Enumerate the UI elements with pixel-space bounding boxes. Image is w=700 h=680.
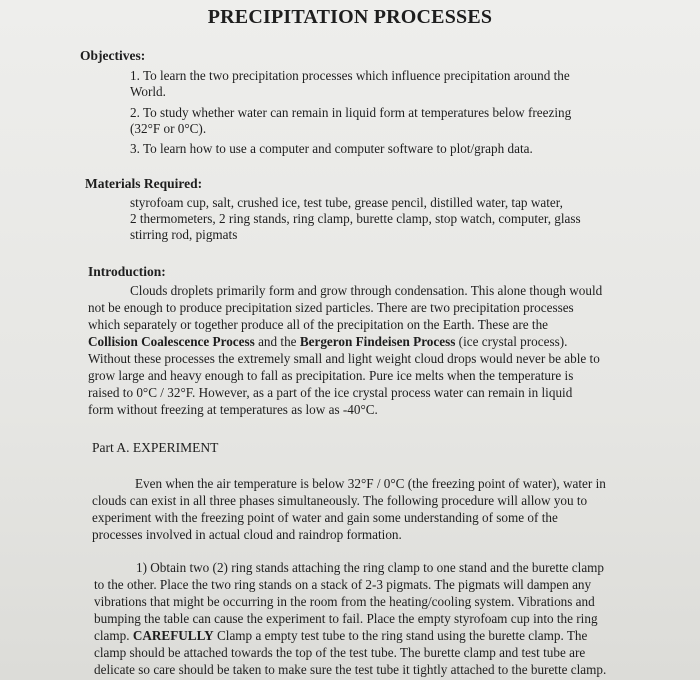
step-1-line bbox=[94, 628, 587, 644]
objective-line: World. bbox=[130, 84, 166, 99]
objective-line: (32°F or 0°C). bbox=[130, 121, 207, 136]
step-1-line: bumping the table can cause the experiment to fail. Place the empty styrofoam cup into the ring bbox=[94, 611, 598, 626]
intro-line: grow large and heavy enough to fall as precipitation. Pure ice melts when the temperature is bbox=[88, 368, 574, 383]
intro-line: not be enough to produce precipitation sized particles. There are two precipitation processes bbox=[88, 300, 574, 315]
part-a-line: Even when the air temperature is below 32°F / 0°C (the freezing point of water), water in bbox=[135, 476, 606, 491]
objective-line: 3. To learn how to use a computer and computer software to plot/graph data. bbox=[130, 141, 533, 156]
materials-line: 2 thermometers, 2 ring stands, ring clamp, burette clamp, stop watch, computer, glass bbox=[130, 211, 581, 226]
bergeron-findeisen-term: Bergeron Findeisen Process bbox=[299, 334, 456, 349]
step-1-line: to the other. Place the two ring stands on a stack of 2-3 pigmats. The pigmats will dampen any bbox=[94, 577, 592, 592]
materials-line: styrofoam cup, salt, crushed ice, test tube, grease pencil, distilled water, tap water, bbox=[130, 195, 563, 210]
objective-line: 2. To study whether water can remain in liquid form at temperatures below freezing bbox=[130, 105, 572, 120]
step-1-line: delicate so care should be taken to make sure the test tube it tightly attached to the burette clamp. bbox=[94, 662, 607, 677]
page-title: PRECIPITATION PROCESSES bbox=[207, 6, 493, 28]
intro-text: (ice crystal process). bbox=[455, 334, 568, 349]
introduction-heading: Introduction: bbox=[88, 264, 166, 279]
step-1-line: 1) Obtain two (2) ring stands attaching the ring clamp to one stand and the burette clamp bbox=[136, 560, 605, 575]
intro-line: raised to 0°C / 32°F. However, as a part of the ice crystal process water can remain in liquid bbox=[88, 385, 573, 400]
materials-heading: Materials Required: bbox=[85, 176, 203, 191]
objective-line: 1. To learn the two precipitation processes which influence precipitation around the bbox=[130, 68, 570, 83]
part-a-heading: Part A. EXPERIMENT bbox=[92, 440, 219, 455]
part-a-line: experiment with the freezing point of water and gain some understanding of some of the bbox=[92, 510, 558, 525]
intro-line: form without freezing at temperatures as low as -40°C. bbox=[88, 402, 378, 417]
materials-line: stirring rod, pigmats bbox=[130, 227, 238, 242]
intro-line bbox=[88, 334, 567, 350]
carefully-emphasis: CAREFULLY bbox=[132, 628, 214, 643]
objectives-heading: Objectives: bbox=[80, 48, 146, 63]
collision-coalescence-term: Collision Coalescence Process bbox=[88, 334, 255, 349]
step-1-line: vibrations that might be occurring in the room from the heating/cooling system. Vibrations and bbox=[94, 594, 595, 609]
intro-line: which separately or together produce all of the precipitation on the Earth. These are the bbox=[88, 317, 549, 332]
intro-line: Without these processes the extremely small and light weight cloud drops would never be able to bbox=[88, 351, 600, 366]
intro-text: and the bbox=[254, 334, 300, 349]
step-text: Clamp a empty test tube to the ring stand using the burette clamp. The bbox=[213, 628, 588, 643]
step-text: clamp. bbox=[94, 628, 133, 643]
part-a-line: clouds can exist in all three phases simultaneously. The following procedure will allow you to bbox=[92, 493, 588, 508]
step-1-line: clamp should be attached towards the top of the test tube. The burette clamp and test tube are bbox=[94, 645, 586, 660]
part-a-line: processes involved in actual cloud and raindrop formation. bbox=[92, 527, 402, 542]
intro-line: Clouds droplets primarily form and grow through condensation. This alone though would bbox=[130, 283, 603, 298]
